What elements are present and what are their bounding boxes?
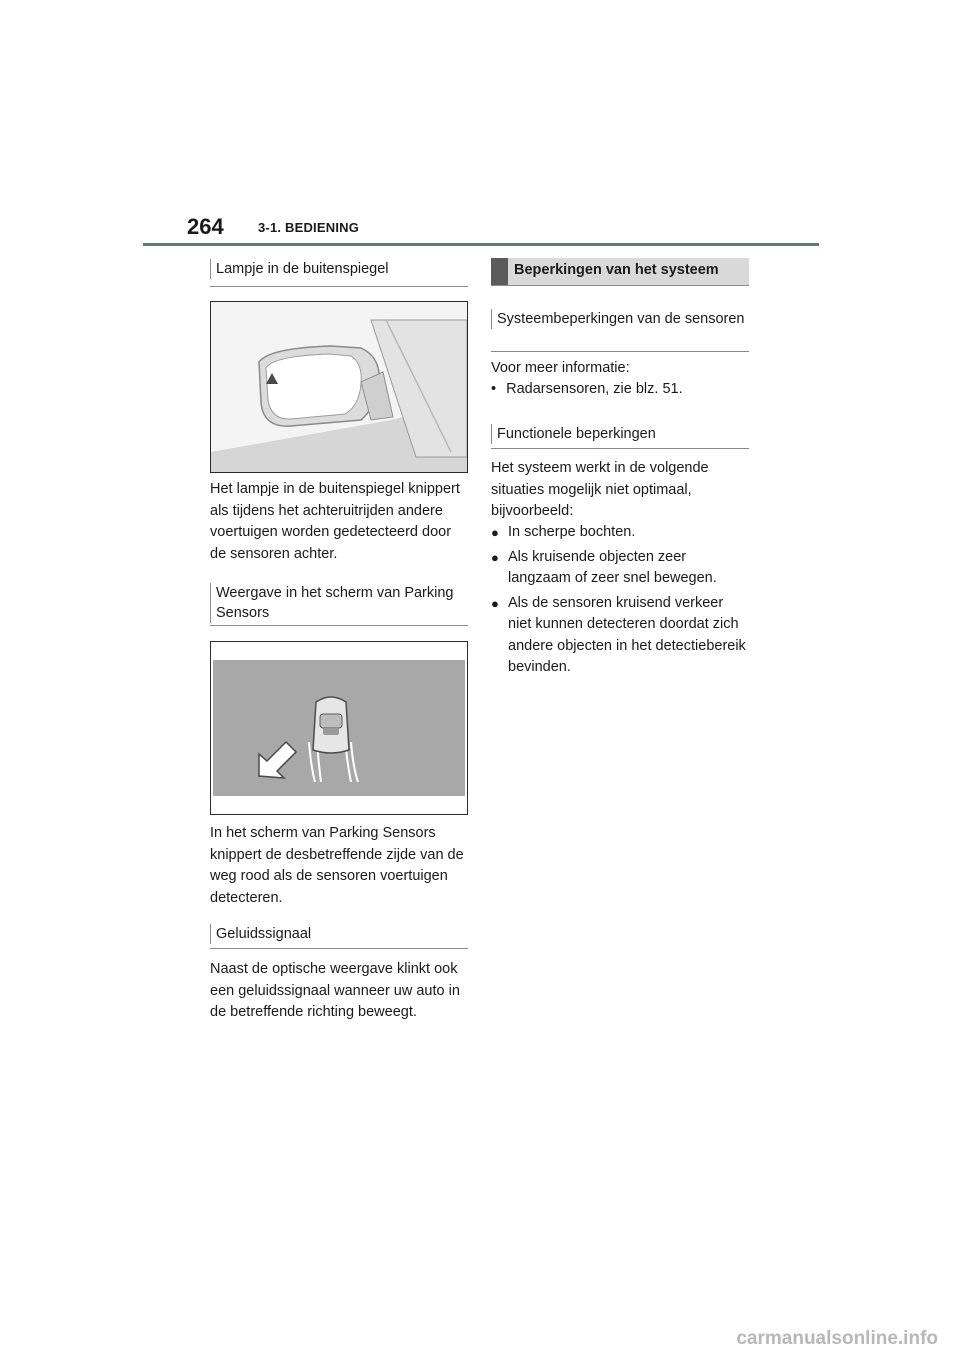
- list-item: [491, 547, 749, 590]
- bullet-list: [491, 522, 749, 679]
- heading-functional-limits: Functionele beperkingen: [491, 424, 749, 444]
- info-intro: Voor meer informatie:: [491, 360, 630, 376]
- heading-sensor-limits: Systeembeperkingen van de sensoren: [491, 309, 749, 329]
- small-bullet-icon: •: [491, 381, 497, 397]
- info-item: [491, 379, 749, 401]
- mirror-illustration: [211, 302, 467, 472]
- list-item-text: Als de sensoren kruisend verkeer niet kunnen detecteren doordat zich andere objecten in het detectiebereik bevinden.: [508, 594, 746, 675]
- heading-rule: [210, 948, 468, 949]
- bullet-dot-icon: ●: [491, 595, 499, 611]
- page-number: 264: [187, 214, 224, 239]
- bullet-dot-icon: ●: [491, 525, 499, 540]
- figure-parking-display: [210, 641, 468, 815]
- paragraph-mirror: Het lampje in de buitenspiegel knippert als tijdens het achteruitrijden andere voertuigen worden gedetecteerd door de sensoren achter.: [210, 481, 460, 562]
- list-item-text: In scherpe bochten.: [508, 524, 636, 540]
- heading-rule: [210, 625, 468, 626]
- watermark: carmanualsonline.info: [736, 1328, 938, 1349]
- list-item: [491, 522, 749, 544]
- list-item: [491, 593, 749, 679]
- functional-intro: Het systeem werkt in de volgende situaties mogelijk niet optimaal, bijvoorbeeld:: [491, 460, 709, 519]
- heading-mirror-light: Lampje in de buitenspiegel: [210, 259, 466, 279]
- figure-mirror: [210, 301, 468, 473]
- bullet-dot-icon: ●: [491, 549, 499, 565]
- heading-sound: Geluidssignaal: [210, 924, 466, 944]
- paragraph-sound: Naast de optische weergave klinkt ook een geluidssignaal wanneer uw auto in de betreffende richting beweegt.: [210, 961, 460, 1020]
- heading-rule: [210, 286, 468, 287]
- paragraph-display: In het scherm van Parking Sensors knippert de desbetreffende zijde van de weg rood als de sensoren voertuigen detecteren.: [210, 825, 464, 906]
- header-rule: [143, 243, 819, 246]
- heading-rule: [491, 351, 749, 352]
- list-item-text: Als kruisende objecten zeer langzaam of zeer snel bewegen.: [508, 548, 717, 586]
- section-heading: Beperkingen van het systeem: [491, 258, 749, 286]
- info-item-text: Radarsensoren, zie blz. 51.: [506, 381, 683, 397]
- heading-rule: [491, 448, 749, 449]
- chapter-title: 3-1. BEDIENING: [258, 220, 360, 235]
- heading-rule: [491, 285, 749, 286]
- heading-display: Weergave in het scherm van Parking Sensors: [210, 583, 466, 623]
- parking-display-illustration: [211, 642, 467, 814]
